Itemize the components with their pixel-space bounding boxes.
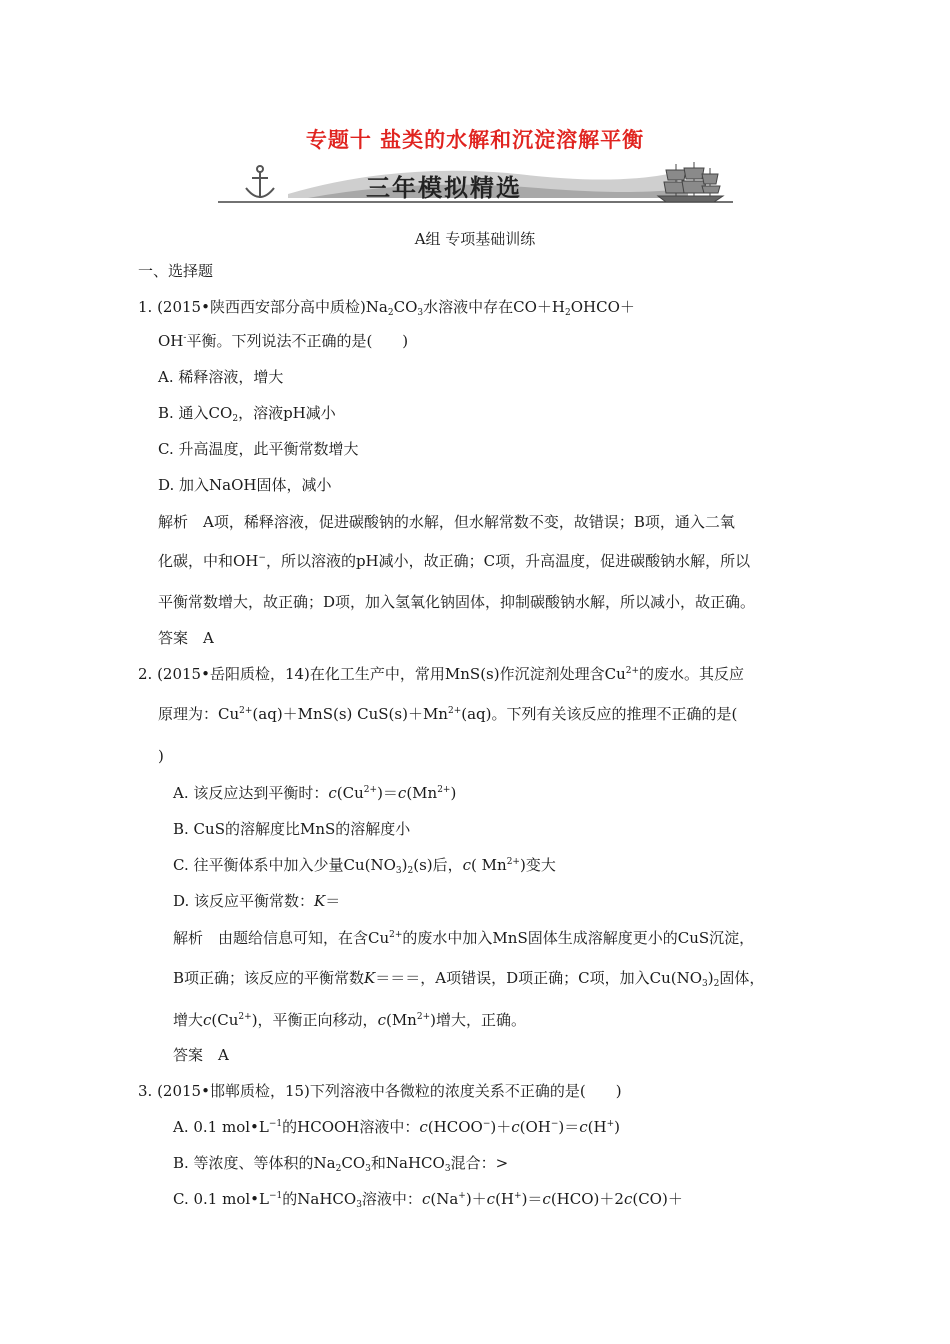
q1-stem-cont: OH-平衡。下列说法不正确的是( ) [158,332,409,350]
q1-explanation-3: 平衡常数增大，故正确；D项，加入氢氧化钠固体，抑制碳酸钠水解，所以减小，故正确。 [158,593,756,611]
q2-stem-cont: 原理为：$Cu^{2+}(aq)+MnS(s)$ $CuS(s)+Mn^{2+}(aq)$。下列有关该反应的推理不正确的是( [158,705,738,723]
anchor-icon [246,166,274,198]
q1-explanation-2: 化碳，中和OH−，所以溶液的pH减小，故正确；C项，升高温度，促进碳酸钠水解，所以 [158,552,751,570]
q3-option-b: B. 等浓度、等体积的$Na_2CO_3$和NaHCO$_3$混合：> [173,1154,509,1174]
ship-icon [658,162,723,202]
q1-answer: 答案 A [158,629,214,647]
q2-option-c: C. 往平衡体系中加入少量$Cu(NO_3)_2(s)$后，c( $Mn^{2+}$)变大 [173,856,556,876]
q3-option-a: A. 0.1 $mol•L^{-1}$的HCOOH溶液中：c(HCOO−)＋c(OH−)＝c(H+) [173,1118,621,1136]
q1-explanation-1: 解析 A项，稀释溶液，促进碳酸钠的水解，但水解常数不变，故错误；B项，通入二氧 [158,513,735,531]
banner-title: 三年模拟精选 [366,174,522,202]
q3-option-c: C. 0.1 $mol•L^{-1}$的NaHCO$_3$溶液中：c(Na+)＋c(H+)＝c(HCO)＋2c(CO)＋ [173,1190,683,1210]
q3-stem: 3. (2015•邯郸质检，15)下列溶液中各微粒的浓度关系不正确的是( ) [138,1082,622,1100]
q2-option-d: D. 该反应平衡常数：K＝ [173,892,341,910]
q2-explanation-1: 解析 由题给信息可知，在含$Cu^{2+}$的废水中加入MnS固体生成溶解度更小的CuS沉淀， [173,929,755,947]
q1-option-a: A. 稀释溶液，增大 [158,368,284,386]
q2-answer: 答案 A [173,1046,229,1064]
q2-stem: 2. (2015•岳阳质检，14)在化工生产中，常用MnS(s)作沉淀剂处理含$Cu^{2+}$的废水。其反应 [138,665,745,683]
q2-explanation-3: 增大$c(Cu^{2+})$，平衡正向移动，$c(Mn^{2+})$增大，正确。 [173,1011,526,1029]
page-title: 专题十 盐类的水解和沉淀溶解平衡 [305,128,645,152]
banner [218,160,733,206]
q1-option-d: D. 加入NaOH固体，减小 [158,476,332,494]
q2-option-b: B. CuS的溶解度比MnS的溶解度小 [173,820,411,838]
section-heading: 一、选择题 [138,262,214,280]
q2-stem-paren: ) [158,747,164,765]
q1-option-c: C. 升高温度，此平衡常数增大 [158,440,359,458]
group-heading: A组 专项基础训练 [414,230,536,248]
q1-stem: 1. (2015•陕西西安部分高中质检)$Na_2CO_3$水溶液中存在$CO+H_2OHCO+$ [138,298,635,318]
q1-option-b: B. 通入$CO_2$，溶液pH减小 [158,404,336,424]
q2-option-a: A. 该反应达到平衡时：$c(Cu^{2+})=c(Mn^{2+})$ [173,784,457,802]
q2-explanation-2: B项正确；该反应的平衡常数K＝＝＝，A项错误，D项正确；C项，加入$Cu(NO_3)_2$固体， [173,969,765,989]
